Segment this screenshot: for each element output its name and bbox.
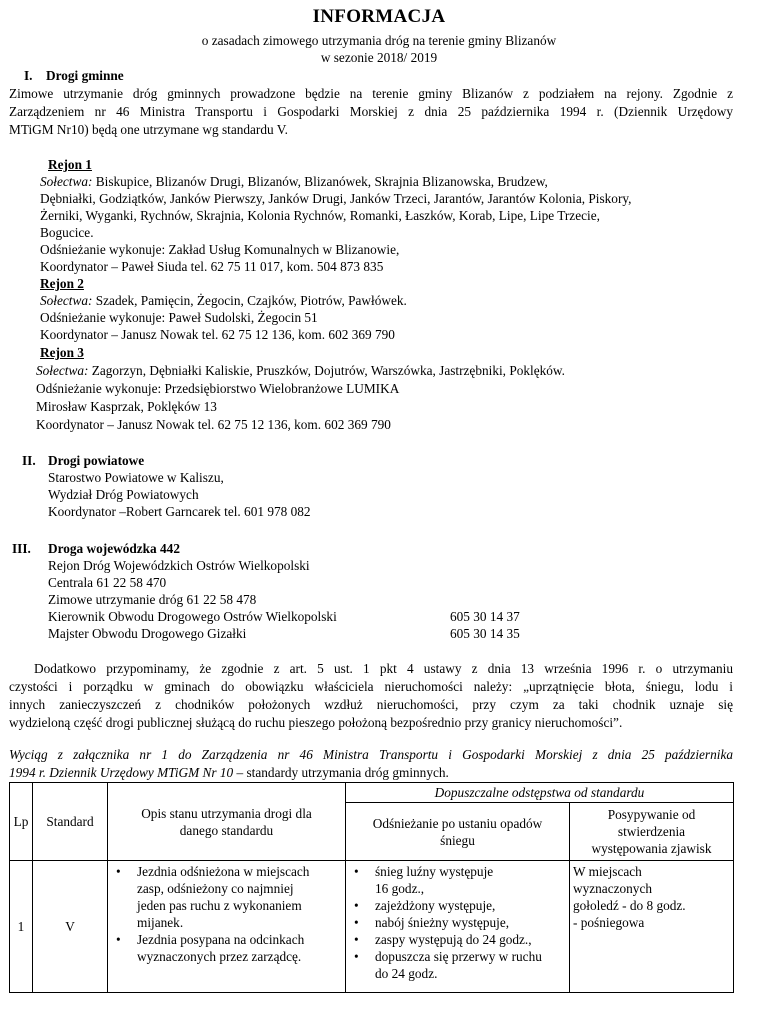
rejon-2-heading: Rejon 2: [40, 276, 84, 291]
table-row: [10, 861, 734, 993]
excerpt-description: – standardy utrzymania dróg gminnych.: [233, 765, 449, 780]
rejon-1-odsniezanie: Odśnieżanie wykonuje: Zakład Usług Komunalnych w Blizanowie,: [40, 242, 400, 257]
section-2-line: Wydział Dróg Powiatowych: [48, 487, 199, 502]
odsniezanie-list: [349, 863, 566, 982]
header-opis-line: danego standardu: [179, 822, 274, 838]
section-1-intro-line: Zarządzeniem nr 46 Ministra Transportu i Gospodarki Morskiej z dnia 25 października 1994 r. (Dziennik Urzędowy: [9, 104, 733, 119]
header-posypywanie-line: Posypywanie od: [607, 807, 696, 822]
majster-phone: 605 30 14 35: [450, 626, 520, 641]
rejon-3-heading: Rejon 3: [40, 345, 84, 360]
list-item: • nabój śnieżny występuje,: [375, 914, 566, 931]
rejon-3-owner: Mirosław Kasprzak, Poklęków 13: [36, 399, 217, 414]
rejon-1-solectwa: [40, 173, 548, 191]
header-posypywanie-line: występowania zjawisk: [591, 841, 712, 856]
rejon-1-solectwa-line: Bogucice.: [40, 225, 94, 240]
solectwa-list: Biskupice, Blizanów Drugi, Blizanów, Blizanówek, Skrajnia Blizanowska, Brudzew,: [92, 174, 548, 189]
list-item-line: • Jezdnia odśnieżona w miejscach: [137, 864, 310, 879]
header-standard: Standard: [33, 783, 108, 861]
section-2-line: Starostwo Powiatowe w Kaliszu,: [48, 470, 224, 485]
cell-opis: [108, 861, 346, 993]
list-item: [375, 863, 566, 897]
section-1-heading: Drogi gminne: [46, 68, 124, 83]
rejon-3-solectwa: [36, 362, 565, 380]
list-item: [137, 931, 342, 965]
rejon-3-koordynator: Koordynator – Janusz Nowak tel. 62 75 12 136, kom. 602 369 790: [36, 417, 391, 432]
excerpt-title-line-2: [9, 764, 449, 782]
list-item: • zajeżdżony występuje,: [375, 897, 566, 914]
posypywanie-line: W miejscach: [573, 864, 642, 879]
rejon-1-heading: Rejon 1: [48, 157, 92, 172]
header-posypywanie-line: stwierdzenia: [617, 824, 686, 839]
solectwa-list: Zagorzyn, Dębniałki Kaliskie, Pruszków, Dojutrów, Warszówka, Jastrzębniki, Poklęków.: [88, 363, 565, 378]
section-1-intro-line: MTiGM Nr10) będą one utrzymane wg standardu V.: [9, 122, 288, 137]
header-posypywanie: [570, 803, 734, 861]
list-item: [137, 863, 342, 931]
section-3-heading: Droga wojewódzka 442: [48, 541, 180, 556]
list-item-line: zasp, odśnieżony co najmniej: [137, 881, 294, 896]
cell-lp: 1: [10, 861, 33, 993]
section-3-number: III.: [12, 541, 31, 556]
cell-standard: V: [33, 861, 108, 993]
list-item: • zaspy występują do 24 godz.,: [375, 931, 566, 948]
section-3-line: Zimowe utrzymanie dróg 61 22 58 478: [48, 592, 257, 607]
rejon-1-solectwa-line: Dębniałki, Godziątków, Janków Pierwszy, Janków Drugi, Janków Trzeci, Jarantów, Jarantów Kolonia, Piskory,: [40, 191, 632, 206]
header-opis-line: Opis stanu utrzymania drogi dla: [141, 805, 312, 821]
list-item: [375, 948, 566, 982]
header-opis: [108, 783, 346, 861]
posypywanie-line: - pośniegowa: [573, 915, 645, 930]
solectwa-label: Sołectwa:: [40, 293, 93, 308]
rejon-1-koordynator: Koordynator – Paweł Siuda tel. 62 75 11 017, kom. 504 873 835: [40, 259, 384, 274]
reminder-line: innych zanieczyszczeń z chodników położonych wzdłuż nieruchomości, przy czym za taki chodnik uznaje się: [9, 697, 733, 712]
document-subtitle: o zasadach zimowego utrzymania dróg na terenie gminy Blizanów: [201, 33, 557, 48]
section-3-line: Centrala 61 22 58 470: [48, 575, 167, 590]
list-item-line: mijanek.: [137, 915, 184, 930]
excerpt-title: Wyciąg z załącznika nr 1 do Zarządzenia nr 46 Ministra Transportu i Gospodarki Morskiej z dnia 25 października: [9, 747, 733, 762]
kierownik-label: Kierownik Obwodu Drogowego Ostrów Wielkopolski: [48, 609, 337, 624]
standards-table: [9, 782, 734, 993]
section-1-intro-line: Zimowe utrzymanie dróg gminnych prowadzone będzie na terenie gminy Blizanów z podziałem na rejony. Zgodnie z: [9, 86, 733, 101]
list-item-line: • Jezdnia posypana na odcinkach: [137, 932, 305, 947]
cell-posypywanie: [570, 861, 734, 993]
list-item-line: • śnieg luźny występuje: [375, 864, 494, 879]
document-season: w sezonie 2018/ 2019: [320, 50, 438, 65]
header-odsniezanie-line: Odśnieżanie po ustaniu opadów: [372, 815, 543, 831]
solectwa-label: Sołectwa:: [36, 363, 89, 378]
section-3-line: Rejon Dróg Wojewódzkich Ostrów Wielkopolski: [48, 558, 310, 573]
rejon-3-odsniezanie: Odśnieżanie wykonuje: Przedsiębiorstwo Wielobranżowe LUMIKA: [36, 381, 400, 396]
header-lp: Lp: [10, 783, 33, 861]
document-title: INFORMACJA: [312, 6, 446, 27]
rejon-2-odsniezanie: Odśnieżanie wykonuje: Paweł Sudolski, Żegocin 51: [40, 310, 318, 325]
cell-odsniezanie: [346, 861, 570, 993]
header-group-deviations: Dopuszczalne odstępstwa od standardu: [346, 783, 734, 803]
list-item-line: wyznaczonych przez zarządcę.: [137, 949, 302, 964]
rejon-1-solectwa-line: Żerniki, Wyganki, Rychnów, Skrajnia, Kolonia Rychnów, Romanki, Łaszków, Korab, Lipe, Lipe Trzecie,: [40, 208, 600, 223]
section-2-number: II.: [22, 453, 36, 468]
section-2-koordynator: Koordynator –Robert Garncarek tel. 601 978 082: [48, 504, 311, 519]
list-item-line: • dopuszcza się przerwy w ruchu: [375, 949, 542, 964]
header-odsniezanie-line: śniegu: [440, 832, 475, 848]
section-2-heading: Drogi powiatowe: [48, 453, 145, 468]
reminder-line: Dodatkowo przypominamy, że zgodnie z art. 5 ust. 1 pkt 4 ustawy z dnia 13 września 1996 r. o utrzymaniu: [34, 661, 733, 676]
list-item-line: jeden pas ruchu z wykonaniem: [137, 898, 302, 913]
majster-label: Majster Obwodu Drogowego Gizałki: [48, 626, 247, 641]
list-item-line: do 24 godz.: [375, 966, 438, 981]
posypywanie-line: wyznaczonych: [573, 881, 653, 896]
solectwa-list: Szadek, Pamięcin, Żegocin, Czajków, Piotrów, Pawłówek.: [92, 293, 407, 308]
solectwa-label: Sołectwa:: [40, 174, 93, 189]
list-item-line: 16 godz.,: [375, 881, 425, 896]
rejon-2-solectwa: [40, 292, 407, 310]
reminder-line: czystości i porządku w gminach do obowiązku właściciela nieruchomości należy: „uprzątnięcie błota, śniegu, lodu i: [9, 679, 733, 694]
rejon-2-koordynator: Koordynator – Janusz Nowak tel. 62 75 12 136, kom. 602 369 790: [40, 327, 395, 342]
section-1-number: I.: [24, 68, 33, 83]
opis-list: [111, 863, 342, 965]
posypywanie-line: gołoledź - do 8 godz.: [573, 898, 686, 913]
kierownik-phone: 605 30 14 37: [450, 609, 520, 624]
reminder-line: wydzieloną część drogi publicznej służącą do ruchu pieszego położoną bezpośrednio przy granicy nieruchomości”.: [9, 715, 623, 730]
excerpt-source: 1994 r. Dziennik Urzędowy MTiGM Nr 10: [9, 765, 234, 780]
header-odsniezanie: [346, 803, 570, 861]
table-header-row: [10, 783, 734, 803]
